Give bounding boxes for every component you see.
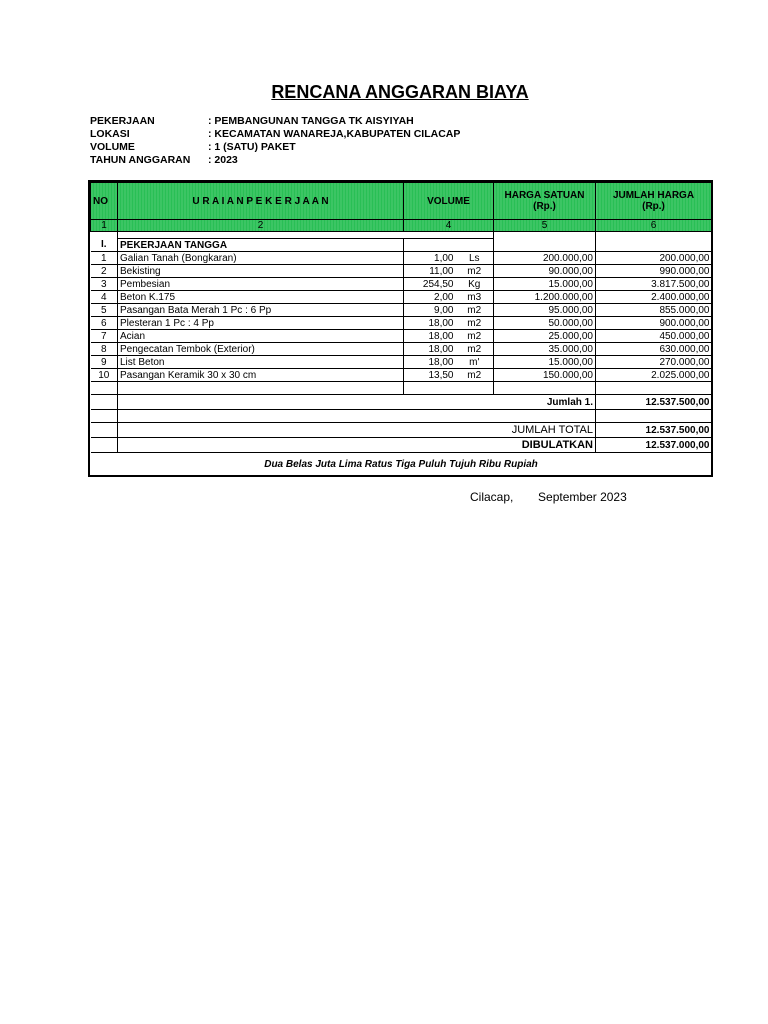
info-label: VOLUME (90, 141, 135, 153)
item-volume: 18,00 (404, 317, 456, 330)
header-harga-satuan-line2: (Rp.) (533, 201, 556, 212)
item-rows (91, 252, 712, 382)
item-no: 7 (91, 330, 118, 343)
item-harga-satuan: 35.000,00 (494, 343, 596, 356)
table-row (91, 356, 712, 369)
item-satuan: m2 (456, 265, 494, 278)
table-header-row (91, 183, 712, 220)
header-harga-satuan (494, 183, 596, 220)
item-satuan: m2 (456, 317, 494, 330)
table-row (91, 343, 712, 356)
table-row (91, 252, 712, 265)
info-row-tahun (90, 154, 460, 167)
info-label: PEKERJAAN (90, 115, 155, 127)
table-row (91, 330, 712, 343)
column-number: 4 (404, 220, 494, 232)
item-uraian: Bekisting (118, 265, 404, 278)
item-satuan: m3 (456, 291, 494, 304)
info-value: : PEMBANGUNAN TANGGA TK AISYIYAH (208, 115, 414, 127)
item-volume: 18,00 (404, 343, 456, 356)
item-volume: 1,00 (404, 252, 456, 265)
subtotal-label: Jumlah 1. (118, 395, 596, 410)
item-uraian: Pasangan Keramik 30 x 30 cm (118, 369, 404, 382)
item-no: 5 (91, 304, 118, 317)
item-satuan: m2 (456, 304, 494, 317)
item-no: 3 (91, 278, 118, 291)
project-info (90, 115, 460, 167)
item-uraian: Beton K.175 (118, 291, 404, 304)
item-no: 9 (91, 356, 118, 369)
rounded-label: DIBULATKAN (521, 438, 593, 451)
total-row (91, 423, 712, 438)
header-volume: VOLUME (404, 183, 494, 220)
item-no: 4 (91, 291, 118, 304)
item-harga-satuan: 1.200.000,00 (494, 291, 596, 304)
item-satuan: Ls (456, 252, 494, 265)
item-satuan: m2 (456, 330, 494, 343)
item-satuan: Kg (456, 278, 494, 291)
place-date (470, 490, 627, 504)
column-number: 6 (596, 220, 712, 232)
column-number: 1 (91, 220, 118, 232)
header-jumlah-harga-line1: JUMLAH HARGA (612, 190, 695, 201)
item-volume: 11,00 (404, 265, 456, 278)
item-harga-satuan: 90.000,00 (494, 265, 596, 278)
blank-row (91, 382, 712, 395)
total-label: JUMLAH TOTAL (118, 423, 596, 438)
item-harga-satuan: 50.000,00 (494, 317, 596, 330)
item-jumlah-harga: 450.000,00 (596, 330, 712, 343)
section-row (91, 239, 712, 252)
item-harga-satuan: 200.000,00 (494, 252, 596, 265)
item-harga-satuan: 95.000,00 (494, 304, 596, 317)
item-no: 1 (91, 252, 118, 265)
section-code: I. (91, 239, 118, 252)
item-jumlah-harga: 3.817.500,00 (596, 278, 712, 291)
item-volume: 18,00 (404, 330, 456, 343)
budget-table (90, 182, 712, 475)
item-volume: 2,00 (404, 291, 456, 304)
item-uraian: Acian (118, 330, 404, 343)
item-jumlah-harga: 2.400.000,00 (596, 291, 712, 304)
info-value: : 2023 (208, 154, 238, 166)
item-harga-satuan: 15.000,00 (494, 278, 596, 291)
item-jumlah-harga: 2.025.000,00 (596, 369, 712, 382)
item-uraian: Galian Tanah (Bongkaran) (118, 252, 404, 265)
document-title: RENCANA ANGGARAN BIAYA (271, 82, 529, 102)
amount-in-words-row (91, 453, 712, 476)
item-uraian: Pembesian (118, 278, 404, 291)
section-name: PEKERJAAN TANGGA (118, 239, 404, 252)
table-row (91, 291, 712, 304)
item-jumlah-harga: 270.000,00 (596, 356, 712, 369)
info-row-volume (90, 141, 460, 154)
item-uraian: List Beton (118, 356, 404, 369)
item-no: 8 (91, 343, 118, 356)
item-harga-satuan: 150.000,00 (494, 369, 596, 382)
header-jumlah-harga (596, 183, 712, 220)
item-harga-satuan: 25.000,00 (494, 330, 596, 343)
item-jumlah-harga: 855.000,00 (596, 304, 712, 317)
item-jumlah-harga: 990.000,00 (596, 265, 712, 278)
table-row (91, 317, 712, 330)
column-number-row (91, 220, 712, 232)
item-uraian: Pengecatan Tembok (Exterior) (118, 343, 404, 356)
header-jumlah-harga-line2: (Rp.) (642, 201, 665, 212)
item-jumlah-harga: 900.000,00 (596, 317, 712, 330)
item-volume: 9,00 (404, 304, 456, 317)
item-satuan: m2 (456, 343, 494, 356)
table-row (91, 304, 712, 317)
item-harga-satuan: 15.000,00 (494, 356, 596, 369)
subtotal-value: 12.537.500,00 (596, 395, 712, 410)
item-uraian: Pasangan Bata Merah 1 Pc : 6 Pp (118, 304, 404, 317)
header-harga-satuan-line1: HARGA SATUAN (504, 190, 585, 201)
info-value: : 1 (SATU) PAKET (208, 141, 296, 153)
header-no: NO (91, 183, 118, 220)
subtotal-row (91, 395, 712, 410)
header-uraian: U R A I A N P E K E R J A A N (118, 183, 404, 220)
item-no: 10 (91, 369, 118, 382)
blank-row (91, 410, 712, 423)
column-number: 5 (494, 220, 596, 232)
amount-in-words: Dua Belas Juta Lima Ratus Tiga Puluh Tujuh Ribu Rupiah (91, 453, 712, 476)
table-row (91, 278, 712, 291)
rounded-row (91, 438, 712, 453)
item-satuan: m' (456, 356, 494, 369)
info-label: TAHUN ANGGARAN (90, 154, 191, 166)
info-row-pekerjaan (90, 115, 460, 128)
rounded-value: 12.537.000,00 (596, 438, 712, 453)
item-uraian: Plesteran 1 Pc : 4 Pp (118, 317, 404, 330)
table-row (91, 265, 712, 278)
budget-table-frame (88, 180, 713, 477)
table-row (91, 369, 712, 382)
date: September 2023 (538, 490, 627, 504)
item-volume: 18,00 (404, 356, 456, 369)
item-volume: 13,50 (404, 369, 456, 382)
spacer-row (91, 232, 712, 239)
item-volume: 254,50 (404, 278, 456, 291)
item-no: 6 (91, 317, 118, 330)
info-label: LOKASI (90, 128, 130, 140)
info-value: : KECAMATAN WANAREJA,KABUPATEN CILACAP (208, 128, 461, 140)
total-value: 12.537.500,00 (596, 423, 712, 438)
place: Cilacap, (470, 490, 514, 504)
item-no: 2 (91, 265, 118, 278)
item-jumlah-harga: 200.000,00 (596, 252, 712, 265)
item-satuan: m2 (456, 369, 494, 382)
info-row-lokasi (90, 128, 460, 141)
column-number: 2 (118, 220, 404, 232)
item-jumlah-harga: 630.000,00 (596, 343, 712, 356)
